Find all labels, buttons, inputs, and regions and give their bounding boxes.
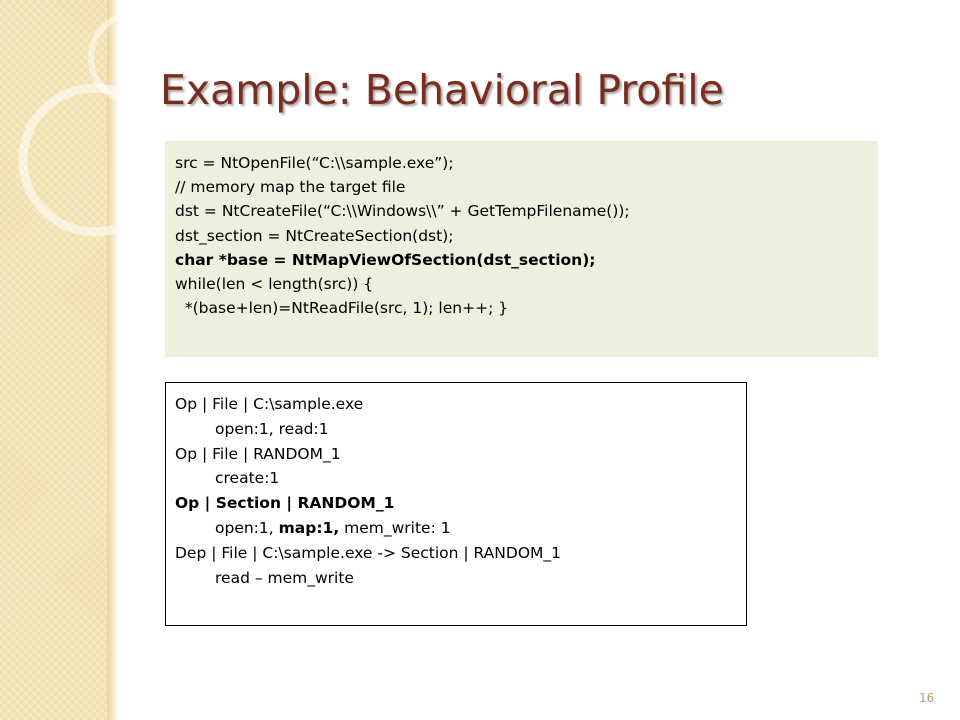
profile-line [175, 516, 746, 541]
code-line: while(len < length(src)) { [175, 275, 374, 294]
code-box [165, 141, 878, 357]
deco-circle-large [23, 88, 167, 232]
profile-line: Dep | File | C:\sample.exe -> Section | RANDOM_1 [175, 543, 562, 562]
profile-line: read – mem_write [215, 568, 354, 587]
code-line: dst_section = NtCreateSection(dst); [175, 226, 454, 245]
code-line: dst = NtCreateFile(“C:\\Windows\\” + GetTempFilename()); [175, 202, 630, 221]
behavioral-profile-box [165, 382, 747, 626]
profile-line: Op | File | RANDOM_1 [175, 444, 341, 463]
profile-line: Op | File | C:\sample.exe [175, 395, 364, 413]
slide-title: Example: Behavioral Profile [160, 66, 724, 114]
profile-line: create:1 [215, 469, 280, 488]
code-line-highlighted: char *base = NtMapViewOfSection(dst_section); [175, 250, 596, 269]
profile-text-highlighted: map:1, [278, 518, 340, 537]
code-line: src = NtOpenFile(“C:\\sample.exe”); [175, 154, 454, 172]
profile-line: open:1, read:1 [215, 419, 329, 438]
profile-text: mem_write: 1 [339, 518, 451, 537]
profile-text: open:1, [215, 518, 279, 537]
page-number: 16 [919, 691, 935, 705]
code-line: // memory map the target file [175, 178, 406, 197]
code-line: *(base+len)=NtReadFile(src, 1); len++; } [175, 299, 509, 318]
profile-line-highlighted: Op | Section | RANDOM_1 [175, 494, 395, 513]
